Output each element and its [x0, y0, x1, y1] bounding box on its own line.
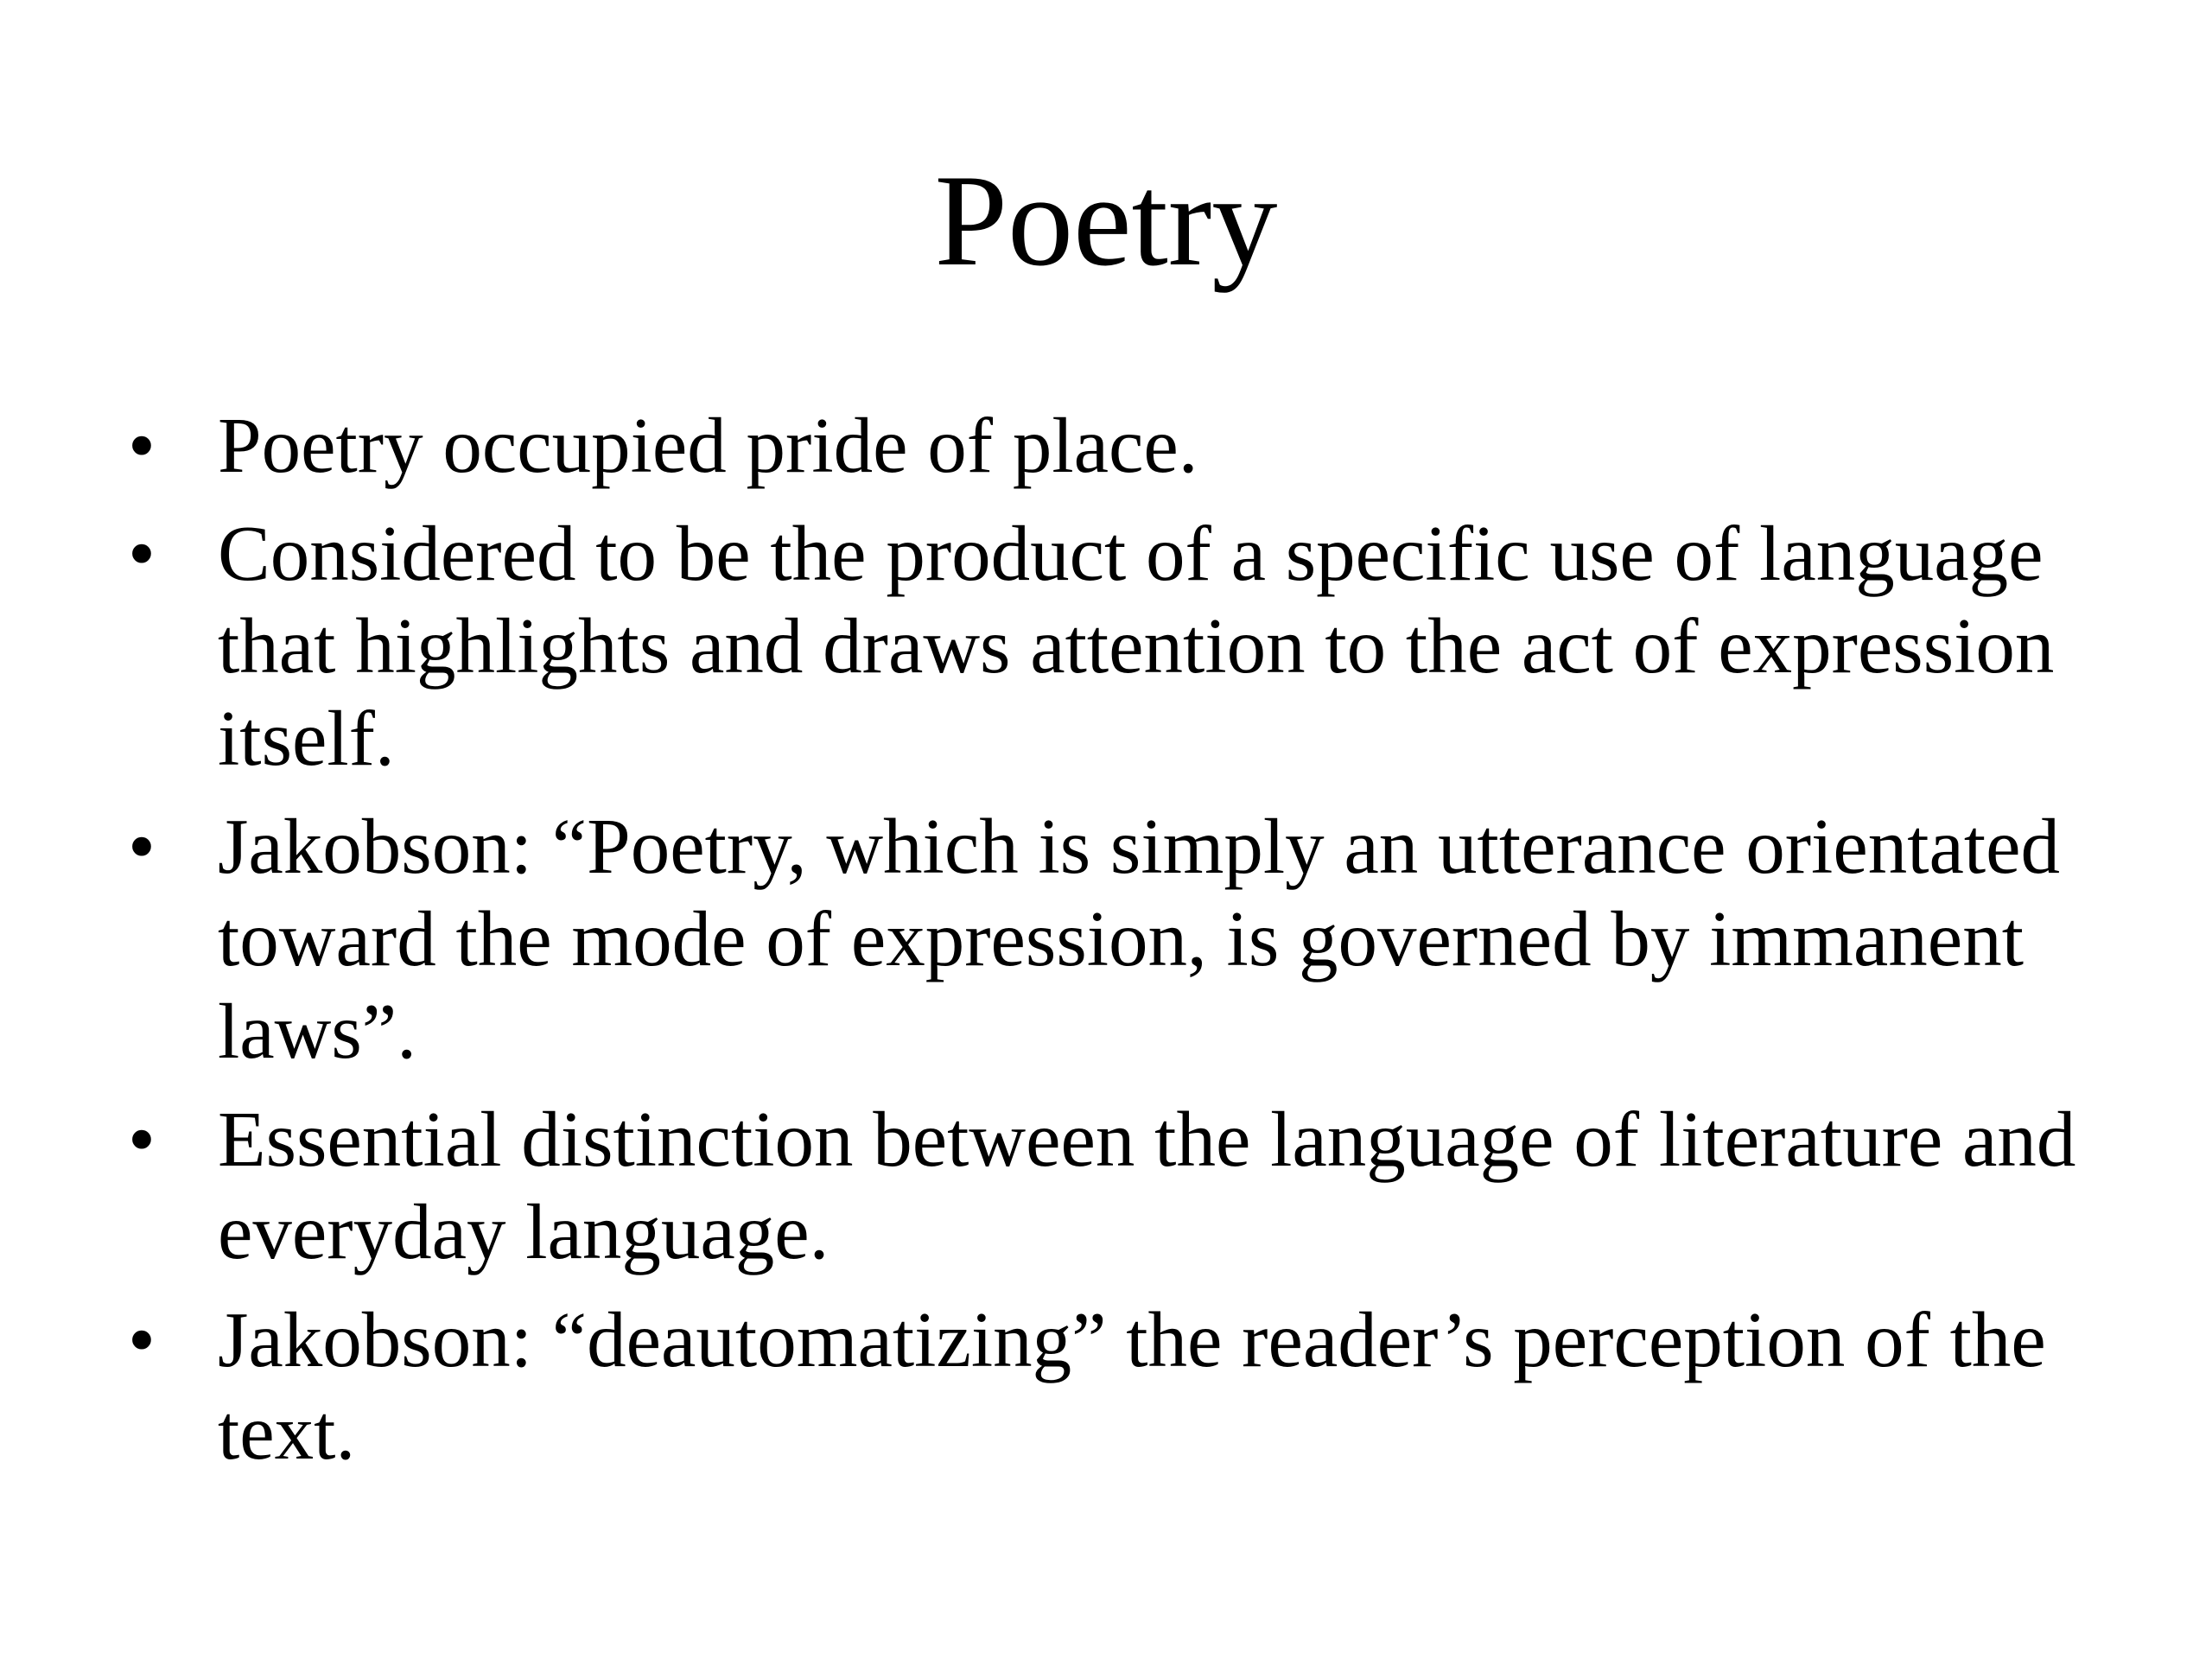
bullet-item [128, 1294, 2115, 1478]
bullet-text: Essential distinction between the language of literature and everyday language. [218, 1096, 2076, 1275]
bullet-marker: • [128, 803, 156, 890]
bullet-item [128, 800, 2115, 1077]
bullet-text: Considered to be the product of a specific use of language that highlights and draws attention to the act of expression itself. [218, 510, 2055, 782]
bullet-marker: • [128, 1096, 156, 1183]
bullet-marker: • [128, 402, 156, 489]
bullet-text: Poetry occupied pride of place. [218, 402, 1198, 489]
bullet-item [128, 507, 2115, 785]
bullet-marker: • [128, 1296, 156, 1383]
bullet-text: Jakobson: “deautomatizing” the reader’s perception of the text. [218, 1296, 2046, 1476]
bullet-item [128, 1093, 2115, 1278]
slide-title: Poetry [934, 148, 1278, 293]
bullet-text: Jakobson: “Poetry, which is simply an utterance orientated toward the mode of expression, is governed by immanent laws”. [218, 803, 2061, 1075]
bullet-list [128, 399, 2115, 1494]
bullet-marker: • [128, 510, 156, 597]
bullet-item [128, 399, 2115, 492]
